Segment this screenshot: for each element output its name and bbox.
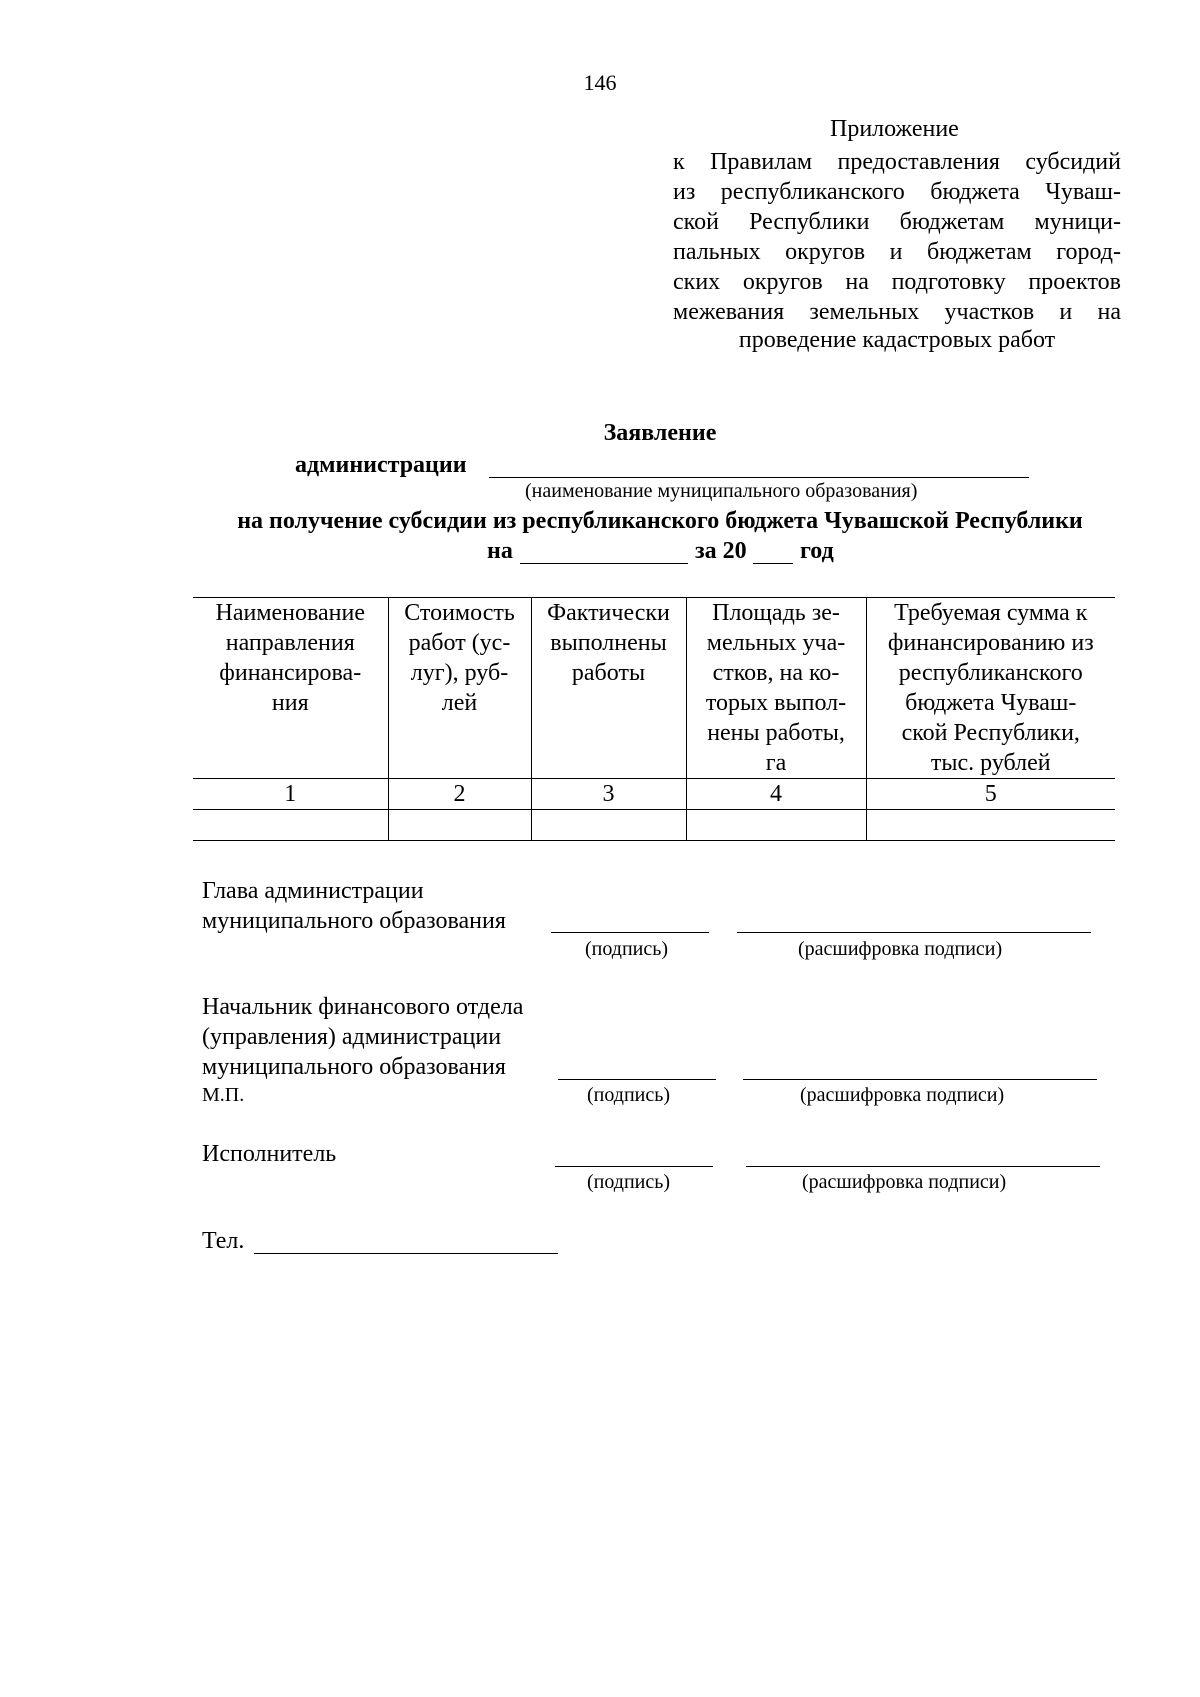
table-header-cell: Стоимость работ (ус- луг), руб- лей: [388, 598, 531, 779]
column-number: 2: [388, 779, 531, 810]
column-number: 1: [193, 779, 388, 810]
year-suffix: год: [800, 538, 834, 564]
signature-caption: (подпись): [585, 938, 669, 960]
table-cell[interactable]: [388, 810, 531, 841]
column-number: 5: [866, 779, 1115, 810]
form-title: Заявление: [603, 420, 717, 446]
appendix-line: ских округов на подготовку проектов: [673, 269, 1121, 295]
table-cell[interactable]: [193, 810, 388, 841]
stamp-label: М.П.: [202, 1084, 245, 1106]
column-number: 3: [531, 779, 686, 810]
head-decoding-field[interactable]: [737, 932, 1091, 933]
finance-title-line2: (управления) администрации: [202, 1024, 502, 1050]
appendix-line: к Правилам предоставления субсидий: [673, 149, 1121, 175]
column-number: 4: [686, 779, 866, 810]
page-number: 146: [583, 70, 617, 95]
appendix-body: [673, 147, 1121, 327]
administration-label: администрации: [295, 452, 467, 478]
table-cell[interactable]: [531, 810, 686, 841]
funding-table: [193, 597, 1115, 841]
appendix-title: Приложение: [830, 116, 959, 142]
decoding-caption: (расшифровка подписи): [802, 1171, 1007, 1193]
appendix-line: из республиканского бюджета Чуваш-: [673, 179, 1121, 205]
decoding-caption: (расшифровка подписи): [798, 938, 1003, 960]
signature-caption: (подпись): [587, 1084, 671, 1106]
purpose-field[interactable]: [520, 563, 688, 564]
executor-decoding-field[interactable]: [746, 1166, 1100, 1167]
na-label: на: [487, 538, 513, 564]
municipality-name-field[interactable]: [489, 477, 1029, 478]
table-number-row: [193, 779, 1115, 810]
appendix-line: ской Республики бюджетам муници-: [673, 209, 1121, 235]
phone-field[interactable]: [254, 1253, 558, 1254]
appendix-line: межевания земельных участков и на: [673, 299, 1121, 325]
executor-label: Исполнитель: [202, 1141, 337, 1167]
executor-signature-field[interactable]: [555, 1166, 713, 1167]
table-header-row: [193, 598, 1115, 779]
finance-decoding-field[interactable]: [743, 1079, 1097, 1080]
table-cell[interactable]: [686, 810, 866, 841]
phone-label: Тел.: [202, 1228, 245, 1254]
table-header-cell: Фактически выполнены работы: [531, 598, 686, 779]
finance-title-line1: Начальник финансового отдела: [202, 994, 524, 1020]
year-field[interactable]: [753, 563, 793, 564]
municipality-caption: (наименование муниципального образования): [525, 480, 918, 502]
table-cell[interactable]: [866, 810, 1115, 841]
appendix-line: пальных округов и бюджетам город-: [673, 239, 1121, 265]
year-prefix: за 20: [695, 538, 747, 564]
head-signature-field[interactable]: [551, 932, 709, 933]
table-header-cell: Требуемая сумма к финансированию из республиканского бюджета Чуваш- ской Республики, тыс. рублей: [866, 598, 1115, 779]
table-row: [193, 810, 1115, 841]
decoding-caption: (расшифровка подписи): [800, 1084, 1005, 1106]
table-header-cell: Наименование направления финансирова- ния: [193, 598, 388, 779]
finance-title-line3: муниципального образования: [202, 1054, 506, 1080]
head-title-line1: Глава администрации: [202, 878, 424, 904]
table-header-cell: Площадь зе- мельных уча- стков, на ко- торых выпол- нены работы, га: [686, 598, 866, 779]
finance-signature-field[interactable]: [558, 1079, 716, 1080]
signature-caption: (подпись): [587, 1171, 671, 1193]
form-subtitle: на получение субсидии из республиканского бюджета Чувашской Республики: [237, 508, 1083, 534]
head-title-line2: муниципального образования: [202, 908, 506, 934]
appendix-last-line: проведение кадастровых работ: [738, 327, 1056, 353]
